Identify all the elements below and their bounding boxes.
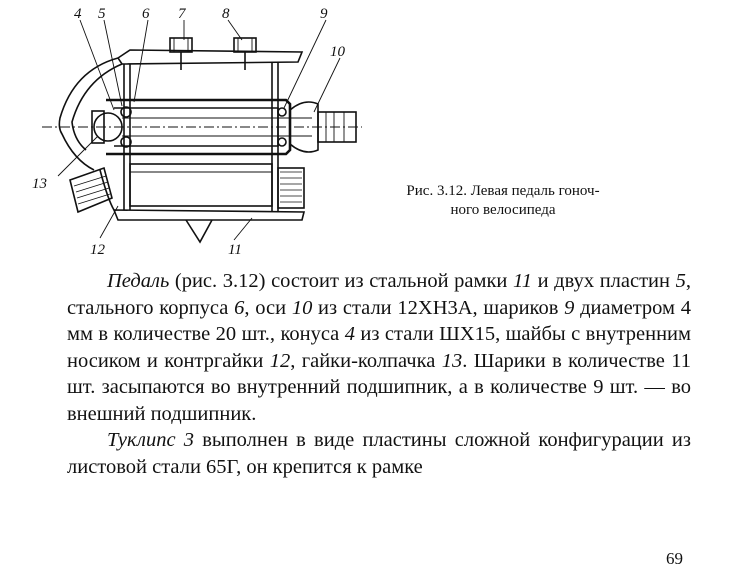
text-run: из стали 12ХН3А, шариков [312, 296, 565, 319]
text-run: 10 [291, 296, 313, 319]
text-run: выполнен в виде пластины сложной конфигурации из листовой стали 65Г, он крепится к рамке [67, 429, 691, 478]
text-run: , гайки-колпачка [290, 349, 442, 372]
callout-12: 12 [90, 242, 105, 258]
text-run: . Шарики в количестве 11 шт. засыпаются во внутренний подшипник, а в количестве 9 шт. — во внешний подшипник. [67, 349, 692, 425]
text-run: , стального корпуса [67, 270, 691, 319]
figure-caption [374, 182, 632, 220]
text-run: (рис. 3.12) состоит из стальной рамки [169, 270, 514, 292]
text-run: Туклипс 3 [107, 429, 195, 451]
pedal-drawing [22, 0, 362, 262]
callout-6: 6 [142, 6, 150, 22]
callout-13: 13 [32, 176, 47, 192]
text-run: , оси [244, 296, 292, 319]
callout-9: 9 [320, 6, 328, 22]
callout-7: 7 [178, 6, 186, 22]
figure-caption-line-1: Рис. 3.12. Левая педаль гоноч- [406, 183, 600, 199]
paragraph-2 [67, 427, 691, 480]
text-run: 11 [513, 270, 532, 292]
paragraph-1 [67, 268, 691, 427]
callout-8: 8 [222, 6, 230, 22]
text-run: 5 [675, 270, 686, 292]
text-run: 13 [441, 349, 463, 372]
callout-4: 4 [74, 6, 82, 22]
text-run: диаметром 4 мм в количестве 20 шт., конуса [67, 296, 691, 345]
figure-caption-line-2: ного велосипеда [450, 202, 556, 218]
callout-5: 5 [98, 6, 106, 22]
text-run: из стали ШХ15, шайбы с внутренним носиком и контргайки [67, 323, 691, 372]
page-number: 69 [666, 549, 683, 568]
callout-11: 11 [228, 242, 242, 258]
text-run: и двух пластин [532, 270, 676, 292]
callout-10: 10 [330, 44, 345, 60]
text-run: 12 [269, 349, 291, 372]
text-run: Педаль [107, 270, 170, 292]
text-run: 9 [564, 296, 575, 319]
text-run: 6 [234, 296, 245, 319]
text-run: 4 [344, 323, 355, 345]
body-text [67, 268, 691, 480]
